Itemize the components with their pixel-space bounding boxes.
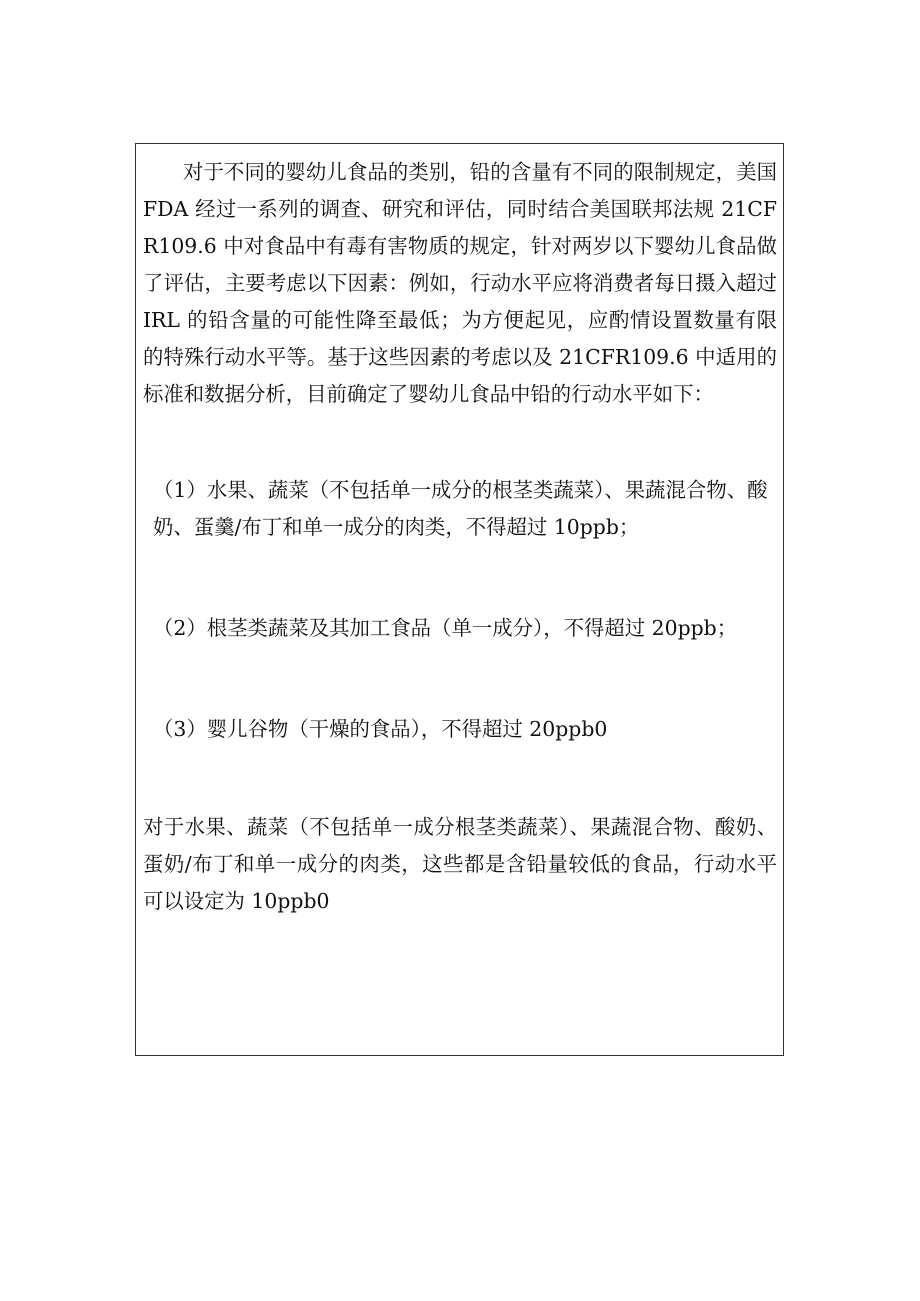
- document-text-box: [135, 143, 784, 1056]
- list-item: （1）水果、蔬菜（不包括单一成分的根茎类蔬菜）、果蔬混合物、酸奶、蛋羹/布丁和单一成分的肉类，不得超过 10ppb；: [153, 478, 768, 539]
- intro-paragraph: 对于不同的婴幼儿食品的类别，铅的含量有不同的限制规定，美国 FDA 经过一系列的调查、研究和评估，同时结合美国联邦法规 21CFR109.6 中对食品中有毒有害物质的规定，针对两岁以下婴幼儿食品做了评估，主要考虑以下因素：例如，行动水平应将消费者每日摄入超过 IRL 的铅含量的可能性降至最低；为方便起见，应酌情设置数量有限的特殊行动水平等。基于这些因素的考虑以及 21CFR109.6 中适用的标准和数据分析，目前确定了婴幼儿食品中铅的行动水平如下：: [143, 160, 777, 406]
- list-item: （2）根茎类蔬菜及其加工食品（单一成分），不得超过 20ppb；: [153, 616, 738, 640]
- list-item: （3）婴儿谷物（干燥的食品），不得超过 20ppb0: [153, 717, 608, 741]
- outro-paragraph: 对于水果、蔬菜（不包括单一成分根茎类蔬菜）、果蔬混合物、酸奶、蛋奶/布丁和单一成分的肉类，这些都是含铅量较低的食品，行动水平可以设定为 10ppb0: [143, 815, 777, 913]
